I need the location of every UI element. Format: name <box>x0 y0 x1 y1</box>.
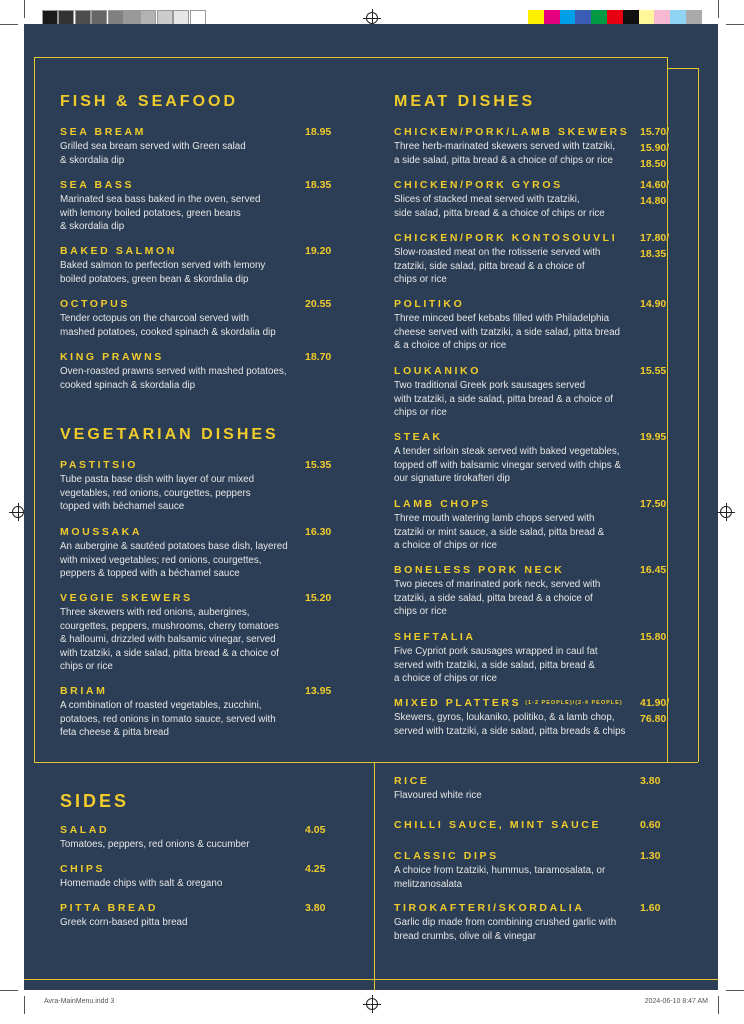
menu-item <box>394 697 642 738</box>
menu-item-name-text: KING PRAWNS <box>60 351 164 363</box>
menu-item-name-text: BONELESS PORK NECK <box>394 564 565 576</box>
menu-item-name <box>394 775 642 787</box>
menu-item-price: 14.60/ 14.80 <box>640 179 670 207</box>
menu-item-description: Flavoured white rice <box>394 790 482 801</box>
menu-item-name-text: POLITIKO <box>394 298 465 310</box>
menu-item <box>60 126 290 167</box>
menu-item-description: Tube pasta base dish with layer of our mixed vegetables, red onions, courgettes, peppers topped with béchamel sauce <box>60 474 255 513</box>
menu-item-name <box>60 459 300 471</box>
registration-mark-icon <box>366 12 378 24</box>
menu-item <box>60 685 300 740</box>
footer-timestamp: 2024-06-10 8:47 AM <box>644 998 708 1005</box>
menu-item-price: 16.45 <box>640 564 667 576</box>
menu-item-name <box>60 592 300 604</box>
menu-item-name-text: CHICKEN/PORK GYROS <box>394 179 563 191</box>
menu-item <box>60 245 290 286</box>
menu-item-price: 15.70/ 15.90/ 18.50 <box>640 126 670 170</box>
menu-item-name <box>60 526 300 538</box>
menu-item <box>60 351 290 392</box>
section-title: FISH & SEAFOOD <box>60 93 239 110</box>
crop-mark <box>726 24 744 25</box>
menu-item-name <box>394 850 642 862</box>
section-title: VEGETARIAN DISHES <box>60 426 279 443</box>
frame-line <box>698 68 699 762</box>
menu-item <box>60 863 300 891</box>
menu-item-name <box>394 126 642 138</box>
menu-item-name <box>60 245 290 257</box>
menu-item-name-text: VEGGIE SKEWERS <box>60 592 193 604</box>
menu-item-description: Five Cypriot pork sausages wrapped in caul fat served with tzatziki, a side salad, pitta bread & a choice of chips or rice <box>394 646 598 685</box>
menu-item-price: 20.55 <box>305 298 332 310</box>
menu-item-price: 17.50 <box>640 498 667 510</box>
menu-item <box>60 526 300 581</box>
section-title: MEAT DISHES <box>394 93 536 110</box>
menu-item-price: 18.35 <box>305 179 332 191</box>
menu-item <box>60 824 300 852</box>
menu-item-name <box>60 351 290 363</box>
menu-item-name <box>394 902 642 914</box>
menu-item-description: Marinated sea bass baked in the oven, served with lemony boiled potatoes, green beans & skordalia dip <box>60 194 261 233</box>
menu-item-name <box>394 697 642 709</box>
frame-line <box>34 57 667 58</box>
menu-item-description: Grilled sea bream served with Green salad & skordalia dip <box>60 141 246 166</box>
menu-item-description: Tender octopus on the charcoal served with mashed potatoes, cooked spinach & skordalia dip <box>60 313 276 338</box>
registration-mark-icon <box>12 506 24 518</box>
menu-item <box>60 592 300 674</box>
menu-item <box>394 232 642 287</box>
menu-item <box>394 431 642 486</box>
menu-item-name-text: CHIPS <box>60 863 106 875</box>
menu-item-price: 15.55 <box>640 365 667 377</box>
menu-item-note: (1-2 PEOPLE)/(2-4 PEOPLE) <box>525 700 623 707</box>
menu-item-description: Oven-roasted prawns served with mashed potatoes, cooked spinach & skordalia dip <box>60 366 287 391</box>
menu-item <box>394 365 642 420</box>
menu-item-description: Three herb-marinated skewers served with tzatziki, a side salad, pitta bread & a choice of chips or rice <box>394 141 616 166</box>
menu-item-name <box>60 126 290 138</box>
menu-item-description: Garlic dip made from combining crushed garlic with bread crumbs, olive oil & vinegar <box>394 917 617 942</box>
menu-item-name <box>60 902 300 914</box>
menu-item-name-text: MOUSSAKA <box>60 526 143 538</box>
menu-item-name <box>394 819 642 831</box>
menu-item-name <box>60 824 300 836</box>
menu-item-price: 1.60 <box>640 902 661 914</box>
menu-item-name-text: BRIAM <box>60 685 108 697</box>
menu-item-name-text: STEAK <box>394 431 443 443</box>
menu-item-name <box>60 179 290 191</box>
menu-item-price: 18.95 <box>305 126 332 138</box>
menu-item-price: 41.90/ 76.80 <box>640 697 670 725</box>
menu-item-description: A choice from tzatziki, hummus, taramosalata, or melitzanosalata <box>394 865 606 890</box>
menu-item-name-text: RICE <box>394 775 430 787</box>
menu-item-price: 1.30 <box>640 850 661 862</box>
menu-item-name-text: SEA BREAM <box>60 126 147 138</box>
registration-mark-icon <box>366 998 378 1010</box>
menu-item-name-text: CHICKEN/PORK/LAMB SKEWERS <box>394 126 630 138</box>
menu-item <box>394 775 642 803</box>
menu-item <box>60 298 290 339</box>
menu-item-description: Slow-roasted meat on the rotisserie served with tzatziki, side salad, pitta bread & a choice of chips or rice <box>394 247 601 286</box>
menu-item-name-text: OCTOPUS <box>60 298 130 310</box>
frame-line <box>374 762 375 990</box>
menu-item-description: Homemade chips with salt & oregano <box>60 878 223 889</box>
menu-item-price: 18.70 <box>305 351 332 363</box>
menu-item-name <box>394 179 642 191</box>
frame-line <box>667 68 698 69</box>
menu-item <box>60 179 290 234</box>
menu-item <box>394 498 642 553</box>
menu-item-name-text: CHILLI SAUCE, MINT SAUCE <box>394 819 602 831</box>
menu-item-price: 17.80/ 18.35 <box>640 232 670 260</box>
menu-item-name <box>394 431 642 443</box>
menu-item-name <box>60 685 300 697</box>
menu-item-price: 15.35 <box>305 459 332 471</box>
menu-item-name-text: PASTITSIO <box>60 459 139 471</box>
menu-item-name-text: SHEFTALIA <box>394 631 476 643</box>
section-title: SIDES <box>60 791 130 811</box>
menu-item-name-text: CHICKEN/PORK KONTOSOUVLI <box>394 232 618 244</box>
menu-item-description: Three skewers with red onions, aubergines, courgettes, peppers, mushrooms, cherry tomatoes & halloumi, drizzled with balsamic vinegar, served with tzatziki, a side salad, pitta bread & a choice of chips or rice <box>60 607 279 673</box>
menu-item-price: 15.20 <box>305 592 332 604</box>
menu-item-description: Three mouth watering lamb chops served with tzatziki or mint sauce, a side salad, pitta bread & a choice of chips or rice <box>394 513 605 552</box>
menu-item <box>394 902 642 943</box>
menu-item-price: 19.20 <box>305 245 332 257</box>
menu-item-price: 16.30 <box>305 526 332 538</box>
menu-item-price: 19.95 <box>640 431 667 443</box>
menu-item-name <box>394 498 642 510</box>
menu-item-description: Two traditional Greek pork sausages served with tzatziki, a side salad, pitta bread & a choice of chips or rice <box>394 380 613 419</box>
menu-item-description: Tomatoes, peppers, red onions & cucumber <box>60 839 250 850</box>
menu-item-name-text: CLASSIC DIPS <box>394 850 499 862</box>
menu-item <box>394 564 642 619</box>
menu-item-description: Greek corn-based pitta bread <box>60 917 188 928</box>
menu-item <box>394 298 642 353</box>
menu-item-name <box>394 631 642 643</box>
menu-item-description: Three minced beef kebabs filled with Philadelphia cheese served with tzatziki, a side salad, pitta bread & a choice of chips or rice <box>394 313 620 352</box>
menu-item-name-text: SEA BASS <box>60 179 135 191</box>
crop-mark <box>718 0 719 18</box>
menu-item-name-text: PITTA BREAD <box>60 902 159 914</box>
frame-line <box>34 57 35 762</box>
menu-item-name-text: BAKED SALMON <box>60 245 177 257</box>
menu-item-description: Skewers, gyros, loukaniko, politiko, & a lamb chop, served with tzatziki, a side salad, pitta breads & chips <box>394 712 626 737</box>
crop-mark <box>0 990 18 991</box>
menu-item-price: 13.95 <box>305 685 332 697</box>
menu-item-description: A tender sirloin steak served with baked vegetables, topped off with balsamic vinegar served with chips & our signature tirokafteri dip <box>394 446 621 485</box>
menu-item-price: 3.80 <box>640 775 661 787</box>
frame-line <box>24 979 718 980</box>
menu-item-price: 0.60 <box>640 819 661 831</box>
menu-item <box>60 902 300 930</box>
registration-mark-icon <box>720 506 732 518</box>
menu-item <box>394 126 642 167</box>
menu-item-price: 4.25 <box>305 863 326 875</box>
menu-item-name <box>60 863 300 875</box>
menu-item-description: Two pieces of marinated pork neck, served with tzatziki, a side salad, pitta bread & a choice of chips or rice <box>394 579 601 618</box>
menu-item-name <box>60 298 290 310</box>
menu-item-price: 14.90 <box>640 298 667 310</box>
menu-item-description: Slices of stacked meat served with tzatziki, side salad, pitta bread & a choice of chips or rice <box>394 194 605 219</box>
menu-item-price: 3.80 <box>305 902 326 914</box>
crop-mark <box>726 990 744 991</box>
menu-item-name <box>394 298 642 310</box>
menu-item-price: 4.05 <box>305 824 326 836</box>
menu-item-name <box>394 564 642 576</box>
menu-item-name <box>394 232 642 244</box>
menu-item-name-text: MIXED PLATTERS <box>394 697 522 709</box>
menu-item <box>394 819 642 831</box>
crop-mark <box>24 0 25 18</box>
crop-mark <box>24 996 25 1014</box>
menu-item-name <box>394 365 642 377</box>
menu-item <box>394 850 642 891</box>
menu-item-name-text: TIROKAFTERI/SKORDALIA <box>394 902 585 914</box>
menu-item-price: 15.80 <box>640 631 667 643</box>
menu-item-name-text: SALAD <box>60 824 110 836</box>
menu-item-name-text: LAMB CHOPS <box>394 498 491 510</box>
menu-item-description: An aubergine & sautéed potatoes base dish, layered with mixed vegetables; red onions, courgettes, peppers & topped with a béchamel sauce <box>60 541 288 580</box>
crop-mark <box>718 996 719 1014</box>
footer-file-name: Avra-MainMenu.indd 3 <box>44 998 115 1005</box>
menu-item <box>394 631 642 686</box>
menu-item-description: A combination of roasted vegetables, zucchini, potatoes, red onions in tomato sauce, served with feta cheese & pitta bread <box>60 700 276 739</box>
crop-mark <box>0 24 18 25</box>
menu-item <box>394 179 642 220</box>
menu-page <box>24 24 718 990</box>
menu-item-name-text: LOUKANIKO <box>394 365 481 377</box>
menu-item <box>60 459 300 514</box>
menu-item-description: Baked salmon to perfection served with lemony boiled potatoes, green bean & skordalia dip <box>60 260 266 285</box>
frame-line <box>34 762 698 763</box>
